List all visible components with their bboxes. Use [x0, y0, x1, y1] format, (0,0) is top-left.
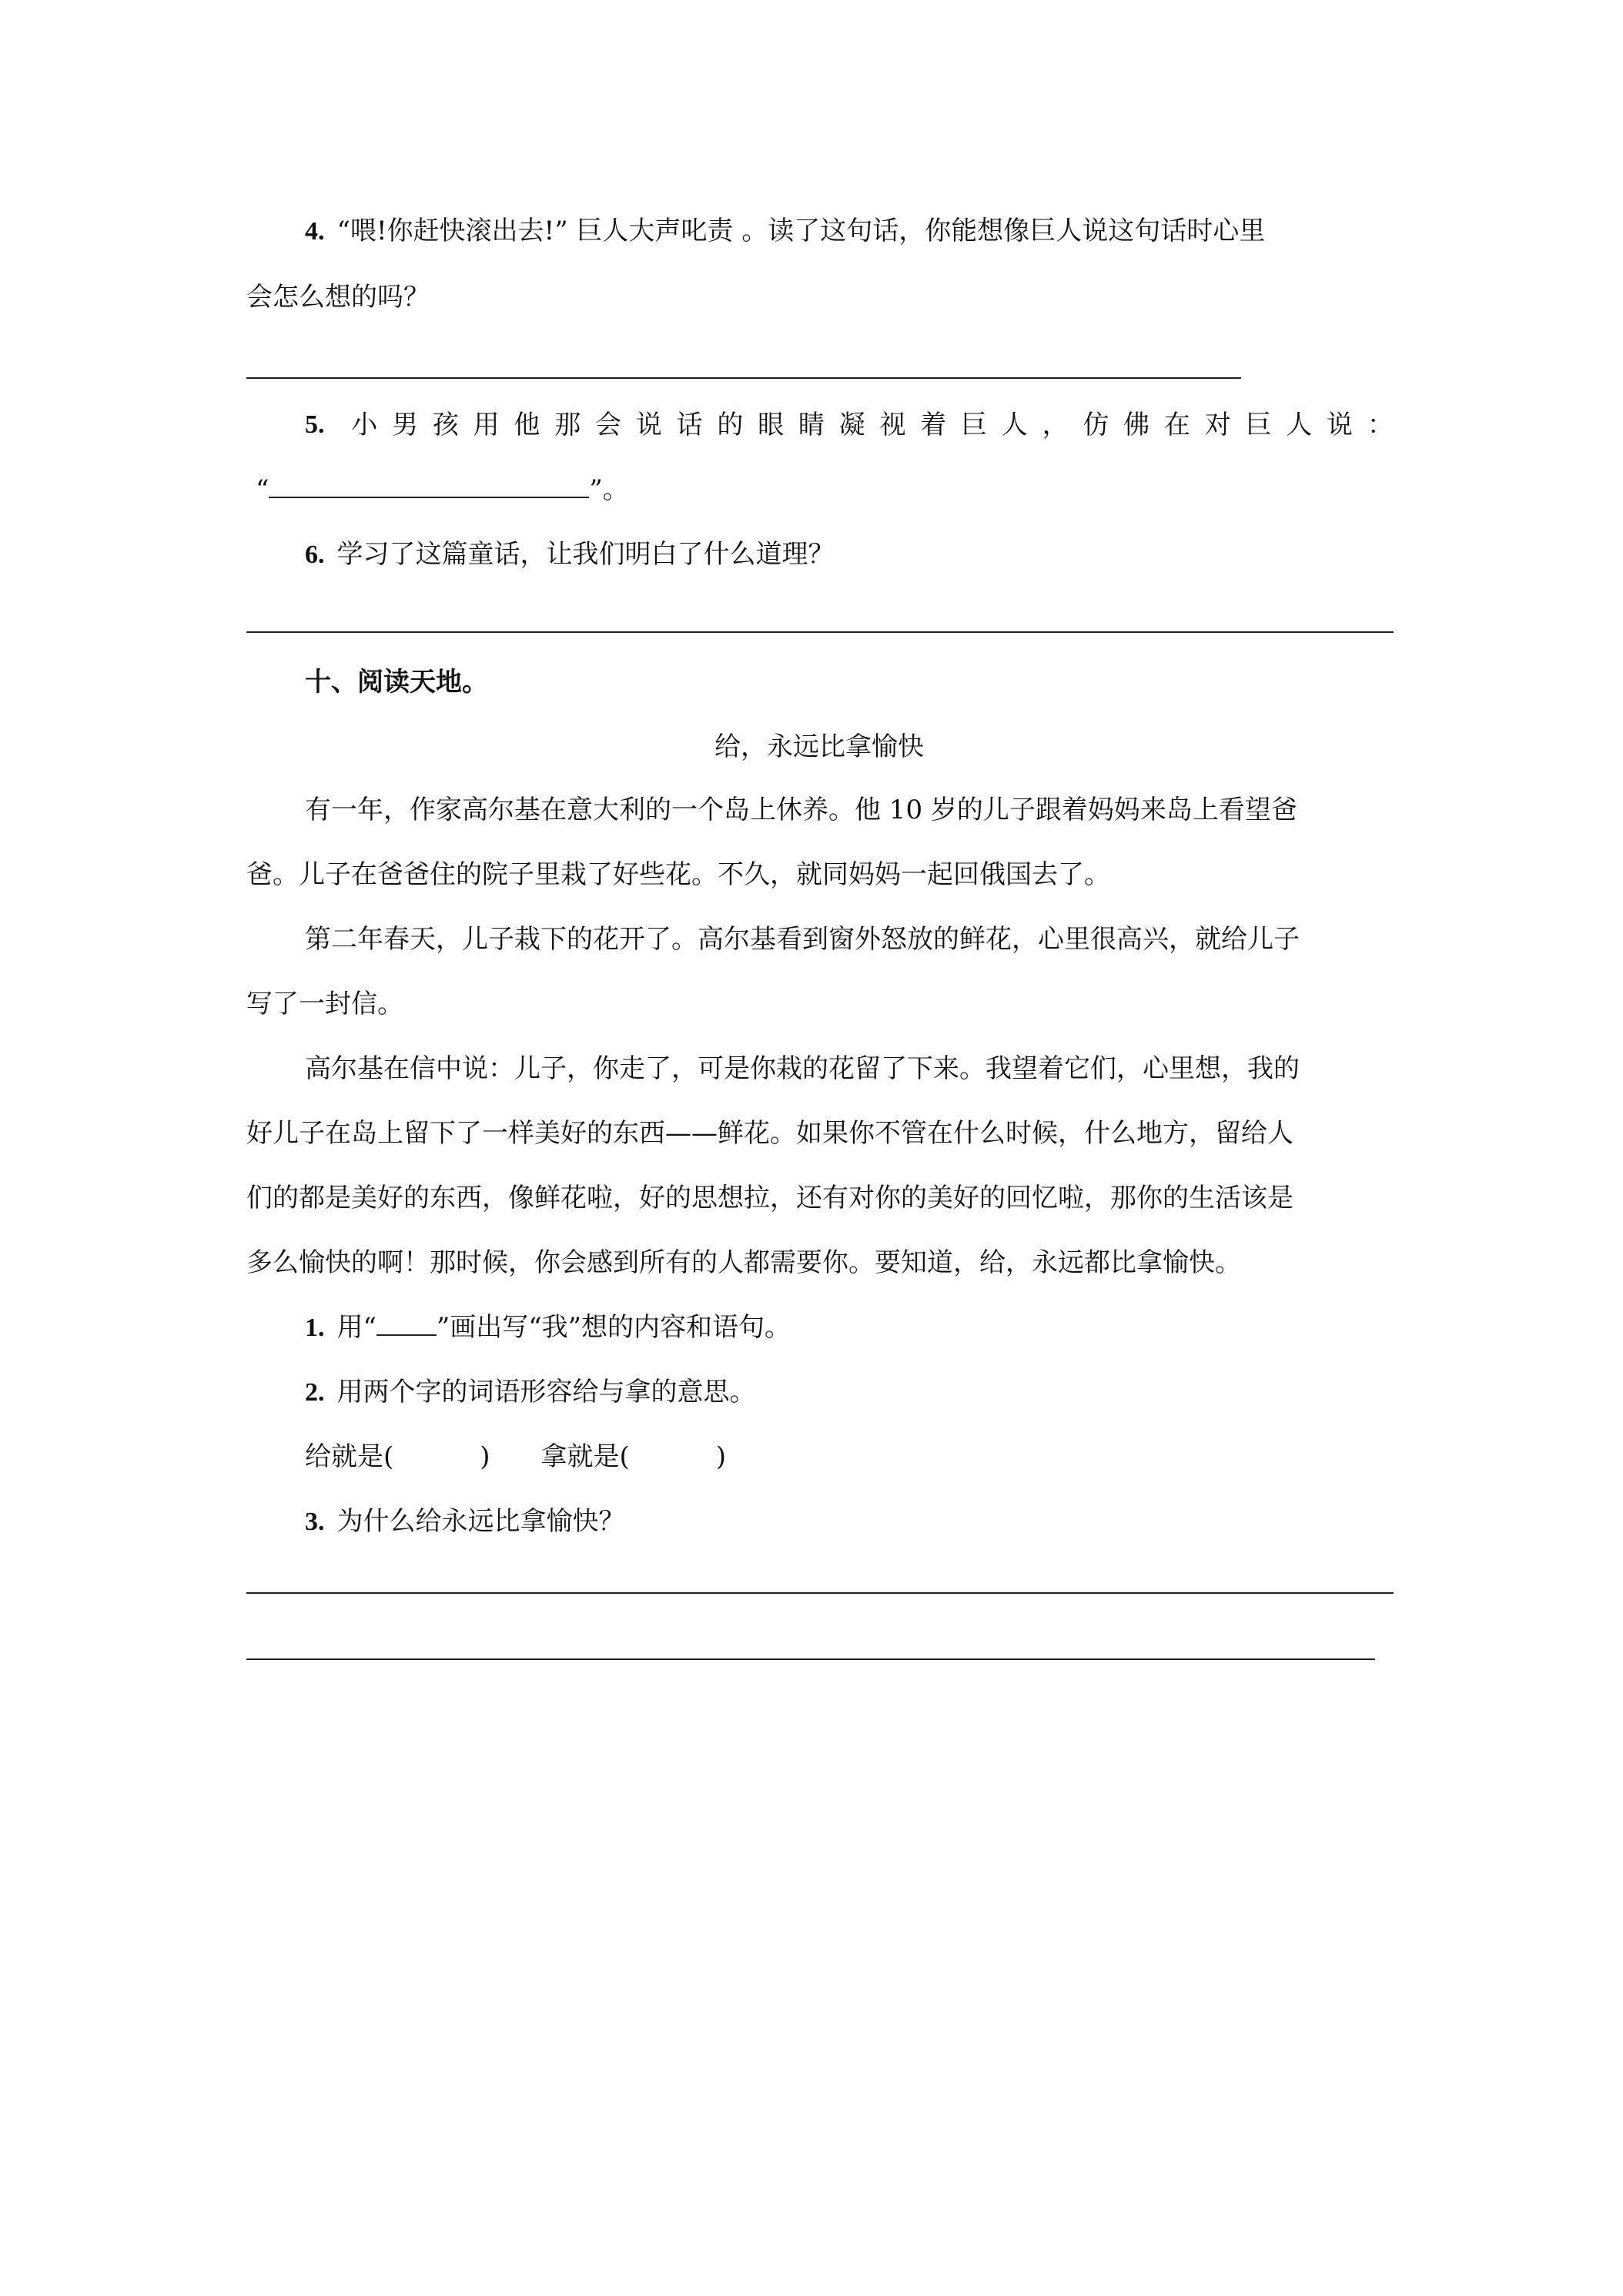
answer-line[interactable]: [246, 1592, 1394, 1594]
question-char: 人: [1001, 410, 1028, 440]
subquestion-3: [305, 1504, 625, 1539]
passage-line: 多么愉快的啊！那时候，你会感到所有的人都需要你。要知道，给，永远都比拿愉快。: [246, 1247, 1241, 1278]
question-char: 用: [473, 410, 500, 440]
question-char: 的: [717, 410, 744, 440]
give-label: 给就是(: [305, 1441, 394, 1472]
question-char: 小: [351, 410, 378, 440]
subquestion-1: [305, 1310, 791, 1345]
passage-line: 们的都是美好的东西，像鲜花啦，好的思想拉，还有对你的美好的回忆啦，那你的生活该是: [246, 1183, 1293, 1213]
fill-blank[interactable]: [269, 474, 589, 498]
question-text: 会怎么想的吗？: [246, 282, 430, 313]
question-char: 说: [635, 410, 662, 440]
question-char: 会: [594, 410, 621, 440]
question-4-continuation: [246, 280, 430, 314]
give-close-paren: ): [480, 1441, 490, 1472]
question-char: 眼: [758, 410, 785, 440]
question-char: 孩: [432, 410, 459, 440]
passage-title-text: 给，永远比拿愉快: [714, 731, 924, 762]
question-number: 1.: [305, 1314, 325, 1342]
question-char: 巨: [1245, 410, 1272, 440]
question-4: [305, 214, 1265, 249]
passage-line: 好儿子在岛上留下了一样美好的东西——鲜花。如果你不管在什么时候，什么地方，留给人: [246, 1118, 1293, 1149]
question-char: 巨: [961, 410, 987, 440]
passage-line: 第二年春天，儿子栽下的花开了。高尔基看到窗外怒放的鲜花，心里很高兴，就给儿子: [305, 924, 1300, 955]
question-char: ：: [1367, 410, 1394, 440]
passage-title: [0, 730, 1623, 764]
question-char: 凝: [838, 410, 865, 440]
question-5: [305, 408, 1394, 442]
question-text: 用“: [336, 1312, 376, 1343]
question-char: 男: [392, 410, 419, 440]
answer-line[interactable]: [246, 1658, 1375, 1660]
question-char: 对: [1204, 410, 1231, 440]
question-6: [305, 537, 835, 572]
question-char: 说: [1327, 410, 1354, 440]
question-char: 人: [1286, 410, 1313, 440]
passage-line: 写了一封信。: [246, 989, 403, 1019]
question-number: 4.: [305, 217, 325, 246]
question-char: ，: [1042, 410, 1069, 440]
question-char: 话: [676, 410, 703, 440]
question-char: 仿: [1083, 410, 1109, 440]
close-quote: ”。: [589, 474, 629, 505]
passage-line: 高尔基在信中说：儿子，你走了，可是你栽的花留了下来。我望着它们，心里想，我的: [305, 1053, 1300, 1084]
question-text: 用两个字的词语形容给与拿的意思。: [336, 1377, 756, 1407]
question-number: 5.: [305, 410, 325, 439]
passage-line: 有一年，作家高尔基在意大利的一个岛上休养。他 10 岁的儿子跟着妈妈来岛上看望爸: [305, 795, 1297, 825]
answer-line[interactable]: [246, 631, 1394, 633]
question-text: 学习了这篇童话，让我们明白了什么道理？: [336, 539, 835, 570]
question-text: 为什么给永远比拿愉快？: [336, 1506, 625, 1537]
take-close-paren: ): [715, 1441, 727, 1472]
question-char: 他: [514, 410, 540, 440]
answer-line[interactable]: [246, 377, 1241, 379]
question-char: 睛: [798, 410, 825, 440]
question-number: 3.: [305, 1508, 325, 1536]
question-number: 2.: [305, 1378, 325, 1407]
take-label: 拿就是(: [540, 1441, 630, 1472]
question-text: “喂!你赶快滚出去!” 巨人大声叱责 。读了这句话，你能想像巨人说这句话时心里: [336, 216, 1266, 246]
subquestion-2: [305, 1375, 756, 1410]
section-heading: 十、阅读天地。: [305, 667, 488, 698]
question-char: 佛: [1123, 410, 1150, 440]
question-text: ”画出写“我”想的内容和语句。: [436, 1312, 791, 1343]
question-char: 在: [1163, 410, 1190, 440]
question-number: 6.: [305, 541, 325, 569]
subquestion-2-answers: [305, 1440, 726, 1474]
passage-line: 爸。儿子在爸爸住的院子里栽了好些花。不久，就同妈妈一起回俄国去了。: [246, 859, 1110, 890]
open-quote: “: [256, 474, 269, 505]
question-char: 视: [879, 410, 906, 440]
question-char: 那: [554, 410, 581, 440]
question-5-answer: [256, 473, 629, 507]
question-char: 着: [920, 410, 947, 440]
underline-sample: [376, 1313, 437, 1336]
